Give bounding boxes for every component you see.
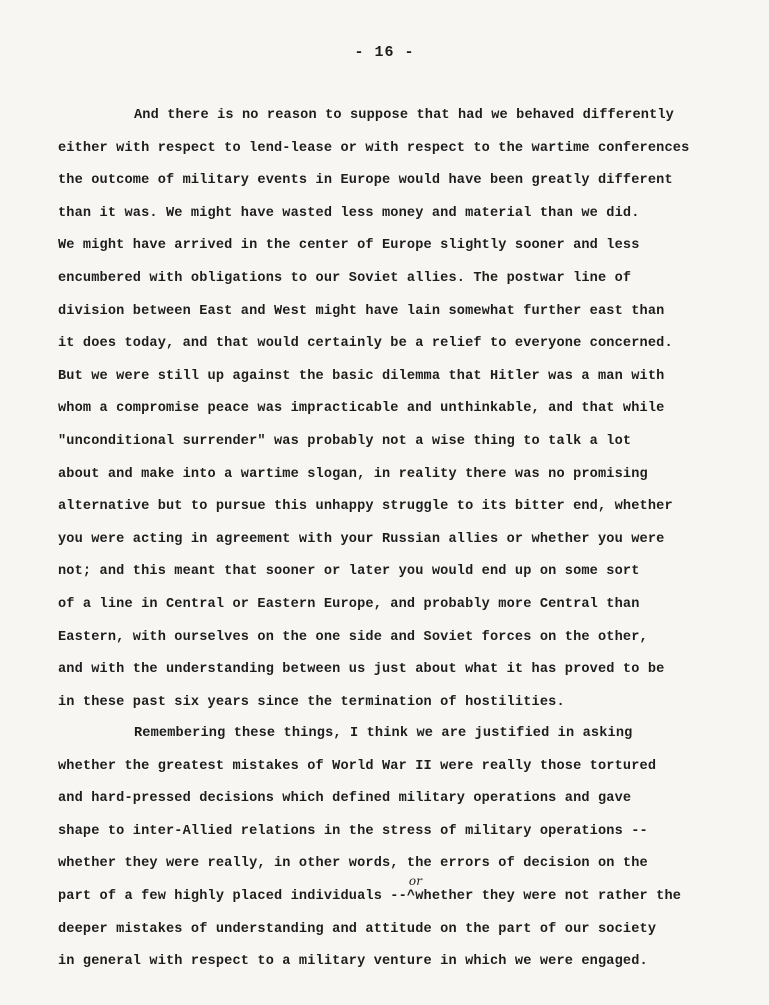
text-line: shape to inter-Allied relations in the stress of military operations --: [58, 823, 648, 839]
text-line: the outcome of military events in Europe would have been greatly different: [58, 173, 673, 189]
text-line: in these past six years since the termination of hostilities.: [58, 694, 565, 710]
text-line: Eastern, with ourselves on the one side and Soviet forces on the other,: [58, 629, 648, 645]
text-line: either with respect to lend-lease or with respect to the wartime conferences: [58, 140, 690, 156]
paragraph-1: [58, 100, 718, 719]
text-line: not; and this meant that sooner or later you would end up on some sort: [58, 564, 640, 580]
text-line: But we were still up against the basic dilemma that Hitler was a man with: [58, 368, 665, 384]
text-segment: part of a few highly placed individuals --: [58, 888, 407, 904]
handwritten-insertion-caret: or ^: [407, 881, 415, 914]
page-number: - 16 -: [354, 44, 415, 61]
text-line: We might have arrived in the center of Europe slightly sooner and less: [58, 238, 640, 254]
text-line: Remembering these things, I think we are justified in asking: [134, 726, 633, 741]
text-line: "unconditional surrender" was probably not a wise thing to talk a lot: [58, 433, 632, 449]
text-line: in general with respect to a military venture in which we were engaged.: [58, 954, 648, 970]
text-line: division between East and West might have lain somewhat further east than: [58, 303, 665, 319]
text-line-with-insertion: [58, 873, 718, 914]
text-line: it does today, and that would certainly be a relief to everyone concerned.: [58, 336, 673, 352]
text-line: than it was. We might have wasted less money and material than we did.: [58, 205, 640, 221]
text-line: whom a compromise peace was impracticable and unthinkable, and that while: [58, 401, 665, 417]
text-line: whether the greatest mistakes of World War II were really those tortured: [58, 758, 657, 774]
text-segment: whether they were not rather the: [415, 888, 682, 904]
text-line: And there is no reason to suppose that had we behaved differently: [134, 108, 674, 123]
paragraph-2: [58, 718, 718, 979]
text-line: about and make into a wartime slogan, in reality there was no promising: [58, 466, 648, 482]
text-line: of a line in Central or Eastern Europe, and probably more Central than: [58, 596, 640, 612]
handwritten-insertion: or: [408, 873, 423, 888]
text-line: encumbered with obligations to our Soviet allies. The postwar line of: [58, 270, 632, 286]
text-line: and with the understanding between us just about what it has proved to be: [58, 662, 665, 678]
text-line: alternative but to pursue this unhappy struggle to its bitter end, whether: [58, 499, 673, 515]
text-line: whether they were really, in other words, the errors of decision on the: [58, 856, 648, 872]
text-line: you were acting in agreement with your Russian allies or whether you were: [58, 531, 665, 547]
text-line: deeper mistakes of understanding and attitude on the part of our society: [58, 921, 657, 937]
text-line: and hard-pressed decisions which defined military operations and gave: [58, 791, 632, 807]
